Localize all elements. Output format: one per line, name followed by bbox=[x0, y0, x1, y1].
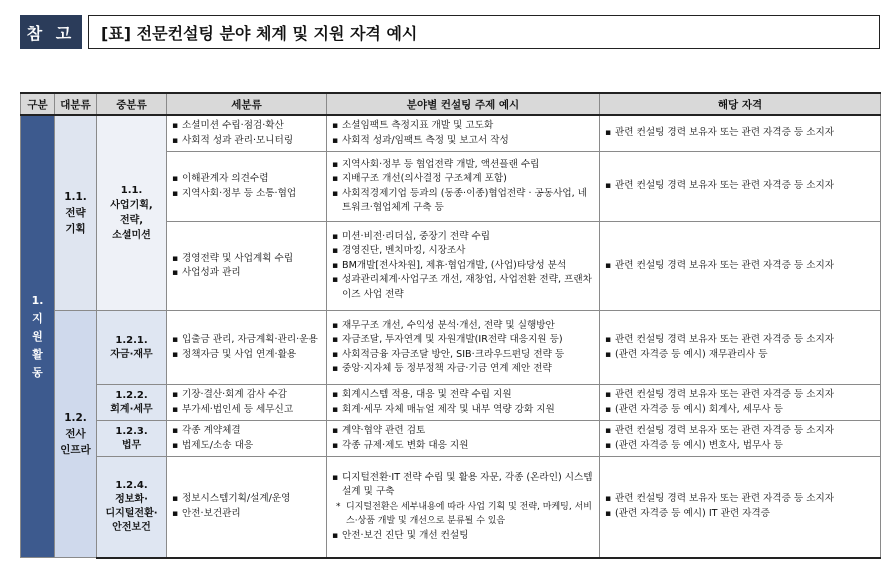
gubun-char: 활 bbox=[32, 347, 43, 361]
detail-cell bbox=[167, 115, 327, 152]
reference-tag: 참 고 bbox=[20, 15, 82, 49]
detail-item: ▪ 소셜미션 수립·점검·확산 bbox=[172, 119, 321, 134]
topic-cell bbox=[327, 385, 600, 421]
consulting-field-table bbox=[20, 92, 881, 559]
detail-item: ▪ 사업성과 관리 bbox=[172, 266, 321, 281]
gubun-char: 원 bbox=[32, 329, 43, 343]
topic-item: ▪ 안전·보건 진단 및 개선 컨설팅 bbox=[332, 529, 594, 544]
page-header bbox=[20, 15, 880, 49]
detail-cell bbox=[167, 457, 327, 558]
topic-item-list bbox=[332, 471, 594, 544]
mid-category: 1.2.3. 법무 bbox=[97, 421, 167, 457]
detail-item: ▪ 입출금 관리, 자금계획·관리·운용 bbox=[172, 333, 321, 348]
qualification-item: ▪ 관련 컨설팅 경력 보유자 또는 관련 자격증 등 소지자 bbox=[605, 424, 875, 439]
detail-item: ▪ 기장·결산·회계 감사 수감 bbox=[172, 388, 321, 403]
detail-item: ▪ 법제도/소송 대응 bbox=[172, 439, 321, 454]
detail-cell bbox=[167, 421, 327, 457]
detail-item-list bbox=[172, 492, 321, 521]
qualification-item: ▪ 관련 컨설팅 경력 보유자 또는 관련 자격증 등 소지자 bbox=[605, 333, 875, 348]
qualification-item: ▪ (관련 자격증 등 예시) 변호사, 법무사 등 bbox=[605, 439, 875, 454]
qualification-item-list bbox=[605, 333, 875, 362]
detail-item: ▪ 지역사회·정부 등 소통·협업 bbox=[172, 187, 321, 202]
qualification-item-list bbox=[605, 126, 875, 141]
table-row bbox=[21, 457, 881, 558]
detail-item-list bbox=[172, 172, 321, 201]
topic-item: ▪ 회계시스템 적용, 대응 및 전략 수립 지원 bbox=[332, 388, 594, 403]
column-header: 중분류 bbox=[97, 93, 167, 115]
table-header-row bbox=[21, 93, 881, 115]
detail-cell bbox=[167, 152, 327, 222]
qualification-item: ▪ (관련 자격증 등 예시) 재무관리사 등 bbox=[605, 348, 875, 363]
detail-cell bbox=[167, 311, 327, 385]
qualification-cell bbox=[600, 311, 881, 385]
topic-cell bbox=[327, 457, 600, 558]
mid-category: 1.2.2. 회계·세무 bbox=[97, 385, 167, 421]
column-header: 세분류 bbox=[167, 93, 327, 115]
topic-item: ▪ 사회적금융 자금조달 방안, SIB·크라우드펀딩 전략 등 bbox=[332, 348, 594, 363]
qualification-item: ▪ (관련 자격증 등 예시) 회계사, 세무사 등 bbox=[605, 403, 875, 418]
detail-item: ▪ 부가세·법인세 등 세무신고 bbox=[172, 403, 321, 418]
topic-item: ▪ 각종 규제·제도 변화 대응 지원 bbox=[332, 439, 594, 454]
mid-category: 1.1. 사업기획, 전략, 소셜미션 bbox=[97, 115, 167, 311]
detail-item: ▪ 정책자금 및 사업 연계·활용 bbox=[172, 348, 321, 363]
qualification-item: ▪ 관련 컨설팅 경력 보유자 또는 관련 자격증 등 소지자 bbox=[605, 492, 875, 507]
detail-cell bbox=[167, 385, 327, 421]
major-category: 1.2. 전사 인프라 bbox=[55, 311, 97, 558]
topic-item-list bbox=[332, 319, 594, 377]
qualification-cell bbox=[600, 421, 881, 457]
topic-item: ▪ 계약·협약 관련 검토 bbox=[332, 424, 594, 439]
detail-item: ▪ 각종 계약체결 bbox=[172, 424, 321, 439]
topic-item: ▪ 경영진단, 벤치마킹, 시장조사 bbox=[332, 244, 594, 259]
gubun-char: 1. bbox=[31, 293, 44, 307]
topic-item-list bbox=[332, 158, 594, 216]
qualification-item-list bbox=[605, 424, 875, 453]
topic-item: ▪ 미션·비전·리더십, 중장기 전략 수립 bbox=[332, 230, 594, 245]
detail-cell bbox=[167, 222, 327, 311]
detail-item: ▪ 정보시스템기획/설계/운영 bbox=[172, 492, 321, 507]
qualification-cell bbox=[600, 152, 881, 222]
page-title: [표] 전문컨설팅 분야 체계 및 지원 자격 예시 bbox=[88, 15, 880, 49]
topic-item: ▪ 사회적경제기업 등과의 (동종·이종)협업전략 · 공동사업, 네트워크·협업체계 구축 등 bbox=[332, 187, 594, 216]
qualification-item: ▪ (관련 자격증 등 예시) IT 관련 자격증 bbox=[605, 507, 875, 522]
table-row bbox=[21, 311, 881, 385]
detail-item-list bbox=[172, 119, 321, 148]
qualification-item: ▪ 관련 컨설팅 경력 보유자 또는 관련 자격증 등 소지자 bbox=[605, 388, 875, 403]
qualification-item-list bbox=[605, 179, 875, 194]
topic-item-list bbox=[332, 424, 594, 453]
table-row bbox=[21, 385, 881, 421]
topic-item-list bbox=[332, 119, 594, 148]
topic-item: ▪ 중앙·지자체 등 정부정책 자금·기금 연계 제안 전략 bbox=[332, 362, 594, 377]
detail-item: ▪ 경영전략 및 사업계획 수립 bbox=[172, 252, 321, 267]
qualification-cell bbox=[600, 222, 881, 311]
gubun-char: 동 bbox=[32, 365, 43, 379]
topic-cell bbox=[327, 311, 600, 385]
topic-item: ▪ 성과관리체계·사업구조 개선, 재창업, 사업전환 전략, 프랜차이즈 사업 전략 bbox=[332, 273, 594, 302]
qualification-cell bbox=[600, 385, 881, 421]
detail-item: ▪ 이해관계자 의견수렴 bbox=[172, 172, 321, 187]
topic-item: ▪ 사회적 성과/임팩트 측정 및 보고서 작성 bbox=[332, 134, 594, 149]
detail-item: ▪ 안전·보건관리 bbox=[172, 507, 321, 522]
detail-item-list bbox=[172, 252, 321, 281]
column-header: 분야별 컨설팅 주제 예시 bbox=[327, 93, 600, 115]
topic-item: ▪ 디지털전환·IT 전략 수립 및 활용 자문, 각종 (온라인) 시스템 설계 및 구축 bbox=[332, 471, 594, 500]
topic-item: ▪ 자금조달, 투자연계 및 자원개발(IR전략 대응지원 등) bbox=[332, 333, 594, 348]
qualification-cell bbox=[600, 115, 881, 152]
topic-cell bbox=[327, 152, 600, 222]
topic-cell bbox=[327, 222, 600, 311]
qualification-item-list bbox=[605, 259, 875, 274]
topic-item-list bbox=[332, 230, 594, 303]
qualification-cell bbox=[600, 457, 881, 558]
topic-item: ▪ 소셜임팩트 측정지표 개발 및 고도화 bbox=[332, 119, 594, 134]
topic-cell bbox=[327, 421, 600, 457]
topic-note: * 디지털전환은 세부내용에 따라 사업 기획 및 전략, 마케팅, 서비스·상품 개발 및 개선으로 분류될 수 있음 bbox=[332, 500, 594, 529]
qualification-item: ▪ 관련 컨설팅 경력 보유자 또는 관련 자격증 등 소지자 bbox=[605, 179, 875, 194]
qualification-item: ▪ 관련 컨설팅 경력 보유자 또는 관련 자격증 등 소지자 bbox=[605, 259, 875, 274]
column-header: 대분류 bbox=[55, 93, 97, 115]
topic-item: ▪ 지역사회·정부 등 협업전략 개발, 액션플랜 수립 bbox=[332, 158, 594, 173]
topic-cell bbox=[327, 115, 600, 152]
topic-item: ▪ BM개발[전사차원], 제휴·협업개발, (사업)타당성 분석 bbox=[332, 259, 594, 274]
gubun-label bbox=[21, 292, 54, 382]
detail-item-list bbox=[172, 388, 321, 417]
gubun-char: 지 bbox=[32, 311, 43, 325]
table-row bbox=[21, 115, 881, 152]
topic-item: ▪ 지배구조 개선(의사결정 구조체계 포함) bbox=[332, 172, 594, 187]
qualification-item-list bbox=[605, 388, 875, 417]
topic-item: ▪ 회계·세무 자체 매뉴얼 제작 및 내부 역량 강화 지원 bbox=[332, 403, 594, 418]
topic-item: ▪ 재무구조 개선, 수익성 분석·개선, 전략 및 실행방안 bbox=[332, 319, 594, 334]
column-header: 해당 자격 bbox=[600, 93, 881, 115]
table-row bbox=[21, 421, 881, 457]
detail-item-list bbox=[172, 333, 321, 362]
qualification-item: ▪ 관련 컨설팅 경력 보유자 또는 관련 자격증 등 소지자 bbox=[605, 126, 875, 141]
column-header: 구분 bbox=[21, 93, 55, 115]
detail-item: ▪ 사회적 성과 관리·모니터링 bbox=[172, 134, 321, 149]
gubun-cell bbox=[21, 115, 55, 558]
mid-category: 1.2.1. 자금·재무 bbox=[97, 311, 167, 385]
major-category: 1.1. 전략 기획 bbox=[55, 115, 97, 311]
qualification-item-list bbox=[605, 492, 875, 521]
topic-item-list bbox=[332, 388, 594, 417]
mid-category: 1.2.4. 정보화· 디지털전환· 안전보건 bbox=[97, 457, 167, 558]
detail-item-list bbox=[172, 424, 321, 453]
